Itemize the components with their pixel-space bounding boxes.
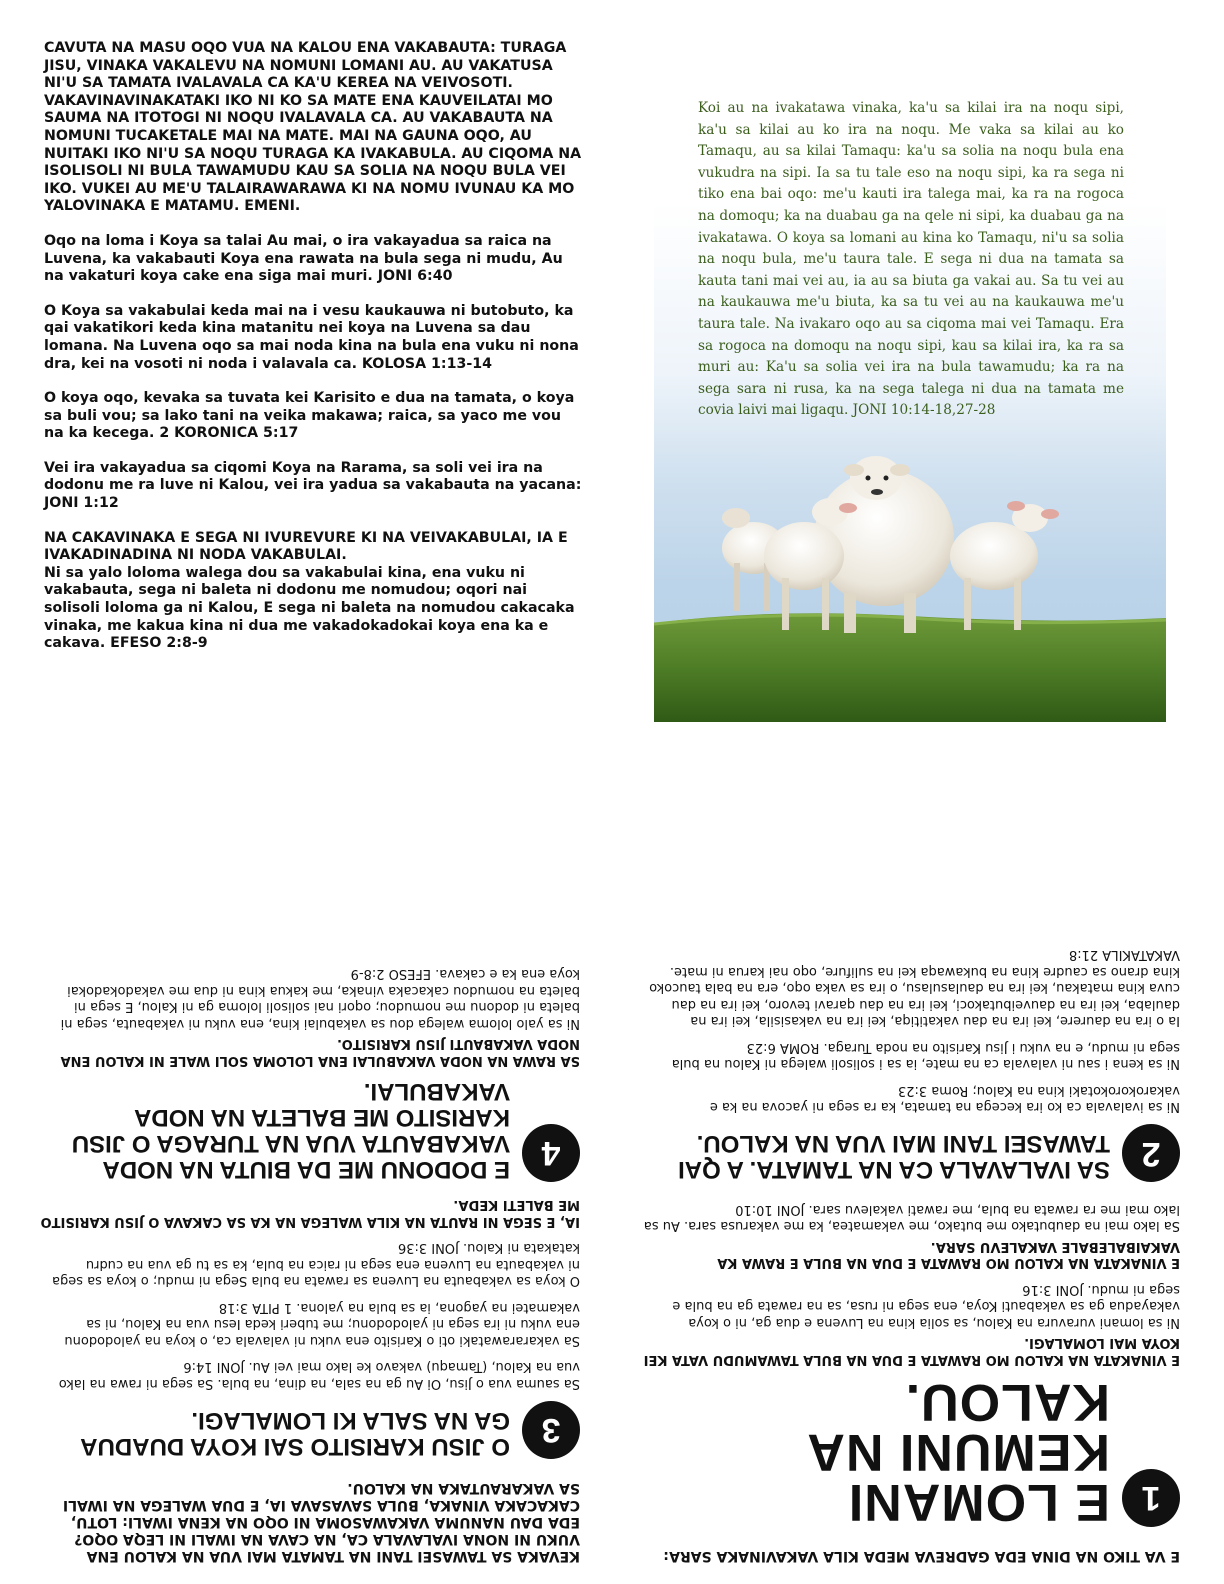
section-number-4: 4 (522, 1124, 580, 1182)
verse-efeso-2-8: Ni sa yalo loloma walega dou sa vakabulai kina, ena vuku ni vakabauta, sega ni baleta ni dodonu me nomudou; oqori nai solisoli loloma ga ni Kalou, E sega ni baleta na nomudou cakacaka vinaka, me kakua kina ni dua me vakadokadokai koya ena ka e cakava. EFESO 2:8-9 (44, 564, 575, 652)
panel-sections-1-2 (640, 936, 1180, 1564)
prayer-column (44, 40, 584, 670)
section-4-subheading: SA RAWA NA NODA VAKABULAI ENA LOLOMA SOLI WALE NI KALOU ENA NODA VAKABAUTI JISU KARISITO. (60, 1036, 580, 1068)
section-3-verse-3: O koya sa vakabauta na Luvena sa rawata na bula Sega ni mudu; o koya sa sega ni vakabauta na Luvena ena sega ni raica na bula, ka sa tu ga vua na cudru katakata ni Kalou. JONI 3:36 (51, 1240, 580, 1289)
shepherd-verse: Koi au na ivakatawa vinaka, ka'u sa kilai ira na noqu sipi, ka'u sa kilai au ko ira na noqu. Me vaka sa kilai au ko Tamaqu, au sa kilai Tamaqu: ka'u sa solia na noqu bula ena vukudra na sipi. Ia sa tu tale eso na noqu sipi, ka ra sega ni tiko ena bai oqo: me'u kauti ira talega mai, ka ra na rogoca na domoqu; ka na duabau ga na qele ni sipi, ka duabau ga na ivakatawa. O koya sa lomani au kina ko Tamaqu, ni'u sa solia na noqu bula, me'u taura tale. E sega ni dua na tamata sa kauta tani mai vei au, ia au sa biuta ga vakai au. Sa tu vei au na kaukauwa me'u biuta, ka sa tu vei au na kaukauwa me'u taura tale. Na ivakaro oqo au sa ciqoma mai vei Tamaqu. Era sa rogoca na domoqu na noqu sipi, kau sa kilai ira, ka ra sa muri au: Ka'u sa solia vei ira na bula tawamudu; ka ra na sega sara ni rusa, ka na sega talega ni dua na tamata me covia laivi mai ligaqu. JONI 10:14-18,27-28 (698, 100, 1124, 419)
verse-2-koronica-5-17: O koya oqo, kevaka sa tuvata kei Karisito e dua na tamata, o koya sa buli vou; sa lako tani na veika makawa; raica, sa yaco me vou na ka kecega. 2 KORONICA 5:17 (44, 390, 575, 442)
section-3-subheading: IA, E SEGA NI RAUTA NA KILA WALEGA NA KA SA CAKAVA O JISU KARISITO ME BALETI KEDA. (40, 1197, 580, 1229)
works-heading: NA CAKAVINAKA E SEGA NI IVUREVURE KI NA VEIVAKABULAI, IA E IVAKADINADINA NI NODA VAKABULAI. (44, 529, 568, 564)
section-4-verse: Ni sa yalo loloma walega dou sa vakabulai kina, ena vuku ni vakabauta, sega ni baleta ni dodonu me nomudou; oqori nai solisoli loloma ga ni Kalou, E sega ni baleta na nomudou cakacaka vinaka, me kakua kina ni dua me vakadokadokai koya ena ka e cakava. EFESO 2:8-9 (60, 966, 580, 1031)
lamb-right (950, 501, 1059, 630)
section-3-title: O JISU KARISITO SAI KOYA DUADUA GA NA SALA KI LOMALAGI. (81, 1407, 510, 1460)
folded-back-half (0, 792, 1224, 1584)
section-1-verse: Ni sa lomani vuravura na Kalou, sa solia kina na Luvena e dua ga, ni o koya vakayadua ga sa vakabauti Koya, ena sega ni rusa, sa na rawata ga na bula e sega ni mudu. JONI 3:16 (672, 1282, 1180, 1330)
section-2-heading (640, 1125, 1180, 1183)
section-2-verse: Ni sa ivalavala ca ko ira kecega na tamata, ka ra sega ni yacova na ka e vakarokorokotaki kina na Kalou; Roma 3:23 (709, 1083, 1180, 1115)
section-number-1: 1 (1122, 1469, 1180, 1527)
verse-kolosa-1-13: O Koya sa vakabulai keda mai na i vesu kaukauwa ni butobuto, ka qai vakatikori keda kina matanitu nei koya na Luvena sa dau lomana. Na Luvena oqo sa mai noda kina na bula ena vuku ni nona dra, kei na vosoti ni noda i valavala ca. KOLOSA 1:13-14 (44, 302, 579, 372)
section-1-heading (640, 1373, 1180, 1531)
section-3-heading (40, 1401, 580, 1459)
section-3-verse: Sa sauma vua o Jisu, Oi Au ga na sala, na dina, na bula. Sa sega ni rawa na lako vua na Kalou, (Tamaqu) vakavo ke lako mai vei Au. JONI 14:6 (58, 1359, 580, 1391)
section-2-title: SA IVALAVALA CA NA TAMATA. A QAI TAWASEI TANI MAI VUA NA KALOU. (678, 1130, 1110, 1184)
intro-lead: E VA TIKO NA DINA EDA GADREVA MEDA KILA VAKAVINAKA SARA: (663, 1548, 1180, 1564)
section-1-subheading-2: E VINAKATA NA KALOU MO RAWATA E DUA NA BULA E RAWA KA VAKAIBALEBALE VAKALEVU SARA. (717, 1239, 1180, 1271)
section-2-verse-2: Ni sa kena i sau ni valavala ca na mate, ia sa i solisoli walega ni Kalou na bula sega ni mudu, e na vuku i Jisu Karisito na noda Turaga. ROMA 6:23 (671, 1040, 1180, 1072)
sheep-photo-panel (654, 88, 1166, 722)
prayer-paragraph: CAVUTA NA MASU OQO VUA NA KALOU ENA VAKABAUTA: TURAGA JISU, VINAKA VAKALEVU NA NOMUNI LOMANI AU. AU VAKATUSA NI'U SA TAMATA IVALAVALA CA KA'U KEREA NA VEIVOSOTI. VAKAVINAVINAKATAKI IKO NI KO SA MATE ENA KAUVEILATAI MO SAUMA NA ITOTOGI NI NOQU IVALAVALA CA. AU VAKABAUTA NA NOMUNI TUCAKETALE MAI NA MATE. MAI NA GAUNA OQO, AU NUITAKI IKO NI'U SA NOQU TURAGA KA IVAKABULA. AU CIQOMA NA ISOLISOLI NI BULA TAWAMUDU KAU SA SOLIA NA NOQU BULA VEI IKO. VUKEI AU ME'U TALAIRAWARAWA KI NA NOMU IVUNAU KA MO YALOVINAKA E MATAMU. EMENI. (44, 40, 582, 215)
section-1-subheading: E VINAKATA NA KALOU MO RAWATA E DUA NA BULA TAWAMUDU VATA KEI KOYA MAI LOMALAGI. (643, 1335, 1180, 1367)
panel-sections-3-4 (40, 955, 580, 1564)
solution-lead: KEVAKA SA TAWASEI TANI NA TAMATA MAI VUA NA KALOU ENA VUKU NI NONA IVALAVALA CA, NA CAVA NA IWALI NI LEQA OQO? EDA DAU NANUMA VAKAWASOMA NI OQO NA KENA IWALI: LOTU, CAKACAKA VINAKA, BULA SAVASAVA IA, E DUA WALEGA NA IWALI SA VAKARAUTAKA NA KALOU. (62, 1480, 580, 1564)
section-1-title: E LOMANI KEMUNI NA KALOU. (808, 1373, 1110, 1531)
section-2-verse-3: Ia o ira na daurere, kei ira na dau vakatitiqa, kei ira na vakasisila, kei ira na daulaba, kei ira na dauveibutakoci, kei ira na dau qaravi tevoro, kei ira na dau cuva kina matakau, kei ira na daulasulasu, o ira sa vaka oqo, era na bala taucoko kina drano sa caudre kina na bukawaqa kei na sulifure, oqo nai karua ni mate. VAKATAKILA 21:8 (649, 947, 1180, 1029)
section-3-verse-2: Sa vakararawataki oti o Karisito ena vuku ni valavala ca, o koya na yalododonu ena vuku ni ira sega ni yalododonu; me tuberi keda Iesu vua na Kalou, ni sa vakamatei na yagona, ia sa bula na yalona. 1 PITA 3:18 (64, 1300, 580, 1348)
verse-joni-6-40: Oqo na loma i Koya sa talai Au mai, o ira vakayadua sa raica na Luvena, ka vakabauti Koya ena rawata na bula sega ni mudu, Au na vakaturi koya cake ena siga mai muri. JONI 6:40 (44, 232, 563, 285)
verse-joni-1-12: Vei ira vakayadua sa ciqomi Koya na Rarama, sa soli vei ira na dodonu me ra luve ni Kalou, vei ira yadua sa vakabauta na yacana: JONI 1:12 (44, 459, 582, 512)
section-1-verse-2: Sa lako mai na daubutako me butako, me vakamatea, ka me vakarusa sara. Au sa lako mai me ra rawata na bula, me rawati vakalevu sara. JONI 10:10 (643, 1202, 1180, 1234)
section-4-heading (40, 1078, 580, 1182)
section-number-2: 2 (1122, 1125, 1180, 1183)
section-4-title: E DODONU ME DA BIUTA NA NODA VAKABAUTA VUA NA TURAGA O JISU KARISITO ME BALETA NA NODA VAKABULAI. (71, 1078, 510, 1183)
sheep-illustration (654, 448, 1166, 722)
section-number-3: 3 (522, 1401, 580, 1459)
